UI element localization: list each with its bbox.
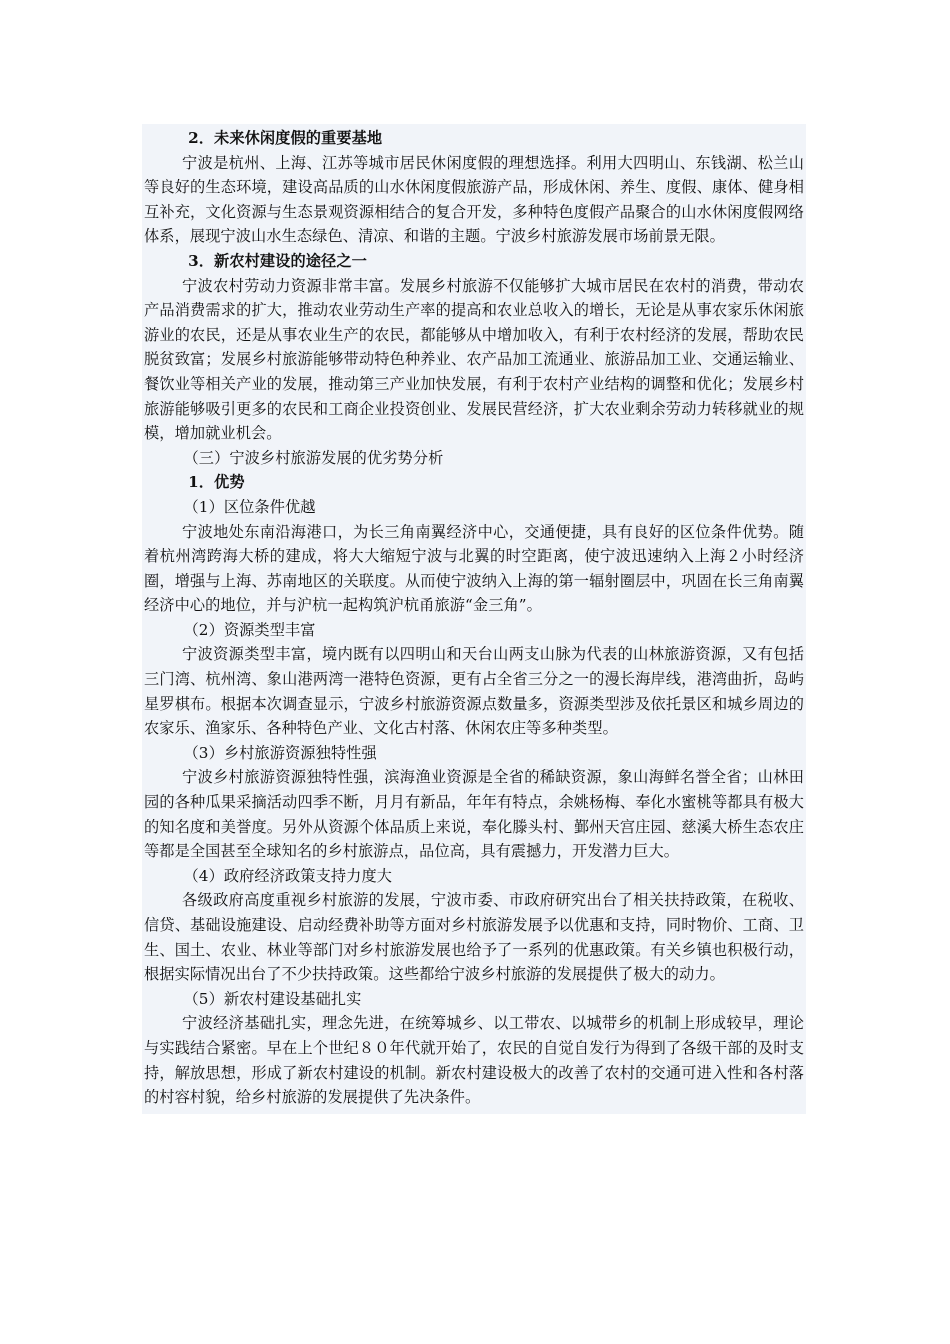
section-heading: 3．新农村建设的途径之一	[188, 251, 367, 270]
subsection-heading: （4）政府经济政策支持力度大	[183, 866, 393, 885]
body-paragraph: 宁波经济基础扎实，理念先进，在统筹城乡、以工带农、以城带乡的机制上形成较早，理论与实践结合紧密。早在上个世纪８０年代就开始了，农民的自觉自发行为得到了各级干部的及时支持，解放思想，形成了新农村建设的机制。新农村建设极大的改善了农村的交通可进入性和各村落的村容村貌，给乡村旅游的发展提供了先决条件。	[144, 1014, 804, 1107]
section-heading: 1．优势	[188, 473, 245, 492]
document-page	[142, 124, 806, 1114]
body-paragraph: 宁波资源类型丰富，境内既有以四明山和天台山两支山脉为代表的山林旅游资源，又有包括三门湾、杭州湾、象山港两湾一港特色资源，更有占全省三分之一的漫长海岸线，港湾曲折，岛屿星罗棋布。根据本次调查显示，宁波乡村旅游资源点数量多，资源类型涉及依托景区和城乡周边的农家乐、渔家乐、各种特色产业、文化古村落、休闲农庄等多种类型。	[144, 645, 804, 738]
body-paragraph: 宁波乡村旅游资源独特性强，滨海渔业资源是全省的稀缺资源，象山海鲜名誉全省；山林田园的各种瓜果采摘活动四季不断，月月有新品，年年有特点，余姚杨梅、奉化水蜜桃等都具有极大的知名度和美誉度。另外从资源个体品质上来说，奉化滕头村、鄞州天宫庄园、慈溪大桥生态农庄等都是全国甚至全球知名的乡村旅游点，品位高，具有震撼力，开发潜力巨大。	[144, 768, 804, 861]
body-paragraph: 各级政府高度重视乡村旅游的发展，宁波市委、市政府研究出台了相关扶持政策，在税收、信贷、基础设施建设、启动经费补助等方面对乡村旅游发展予以优惠和支持，同时物价、工商、卫生、国土、农业、林业等部门对乡村旅游发展也给予了一系列的优惠政策。有关乡镇也积极行动，根据实际情况出台了不少扶持政策。这些都给宁波乡村旅游的发展提供了极大的动力。	[144, 891, 804, 984]
body-paragraph: 宁波地处东南沿海港口，为长三角南翼经济中心，交通便捷，具有良好的区位条件优势。随着杭州湾跨海大桥的建成，将大大缩短宁波与北翼的时空距离，使宁波迅速纳入上海２小时经济圈，增强与上海、苏南地区的关联度。从而使宁波纳入上海的第一辐射圈层中，巩固在长三角南翼经济中心的地位，并与沪杭一起构筑沪杭甬旅游“金三角”。	[144, 522, 804, 615]
body-paragraph: 宁波农村劳动力资源非常丰富。发展乡村旅游不仅能够扩大城市居民在农村的消费，带动农产品消费需求的扩大，推动农业劳动生产率的提高和农业总收入的增长，无论是从事农家乐休闲旅游业的农民，还是从事农业生产的农民，都能够从中增加收入，有利于农村经济的发展，帮助农民脱贫致富；发展乡村旅游能够带动特色种养业、农产品加工流通业、旅游品加工业、交通运输业、餐饮业等相关产业的发展，推动第三产业加快发展，有利于农村产业结构的调整和优化；发展乡村旅游能够吸引更多的农民和工商企业投资创业、发展民营经济，扩大农业剩余劳动力转移就业的规模，增加就业机会。	[144, 276, 804, 443]
body-paragraph: 宁波是杭州、上海、江苏等城市居民休闲度假的理想选择。利用大四明山、东钱湖、松兰山等良好的生态环境，建设高品质的山水休闲度假旅游产品，形成休闲、养生、度假、康体、健身相互补充，文化资源与生态景观资源相结合的复合开发，多种特色度假产品聚合的山水休闲度假网络体系，展现宁波山水生态绿色、清凉、和谐的主题。宁波乡村旅游发展市场前景无限。	[144, 153, 804, 246]
subsection-heading: （1）区位条件优越	[183, 497, 316, 516]
section-heading: 2．未来休闲度假的重要基地	[188, 129, 383, 147]
subsection-heading: （5）新农村建设基础扎实	[183, 989, 362, 1008]
subsection-heading: （2）资源类型丰富	[183, 620, 316, 639]
subsection-heading: （三）宁波乡村旅游发展的优劣势分析	[183, 448, 444, 467]
subsection-heading: （3）乡村旅游资源独特性强	[183, 743, 377, 762]
